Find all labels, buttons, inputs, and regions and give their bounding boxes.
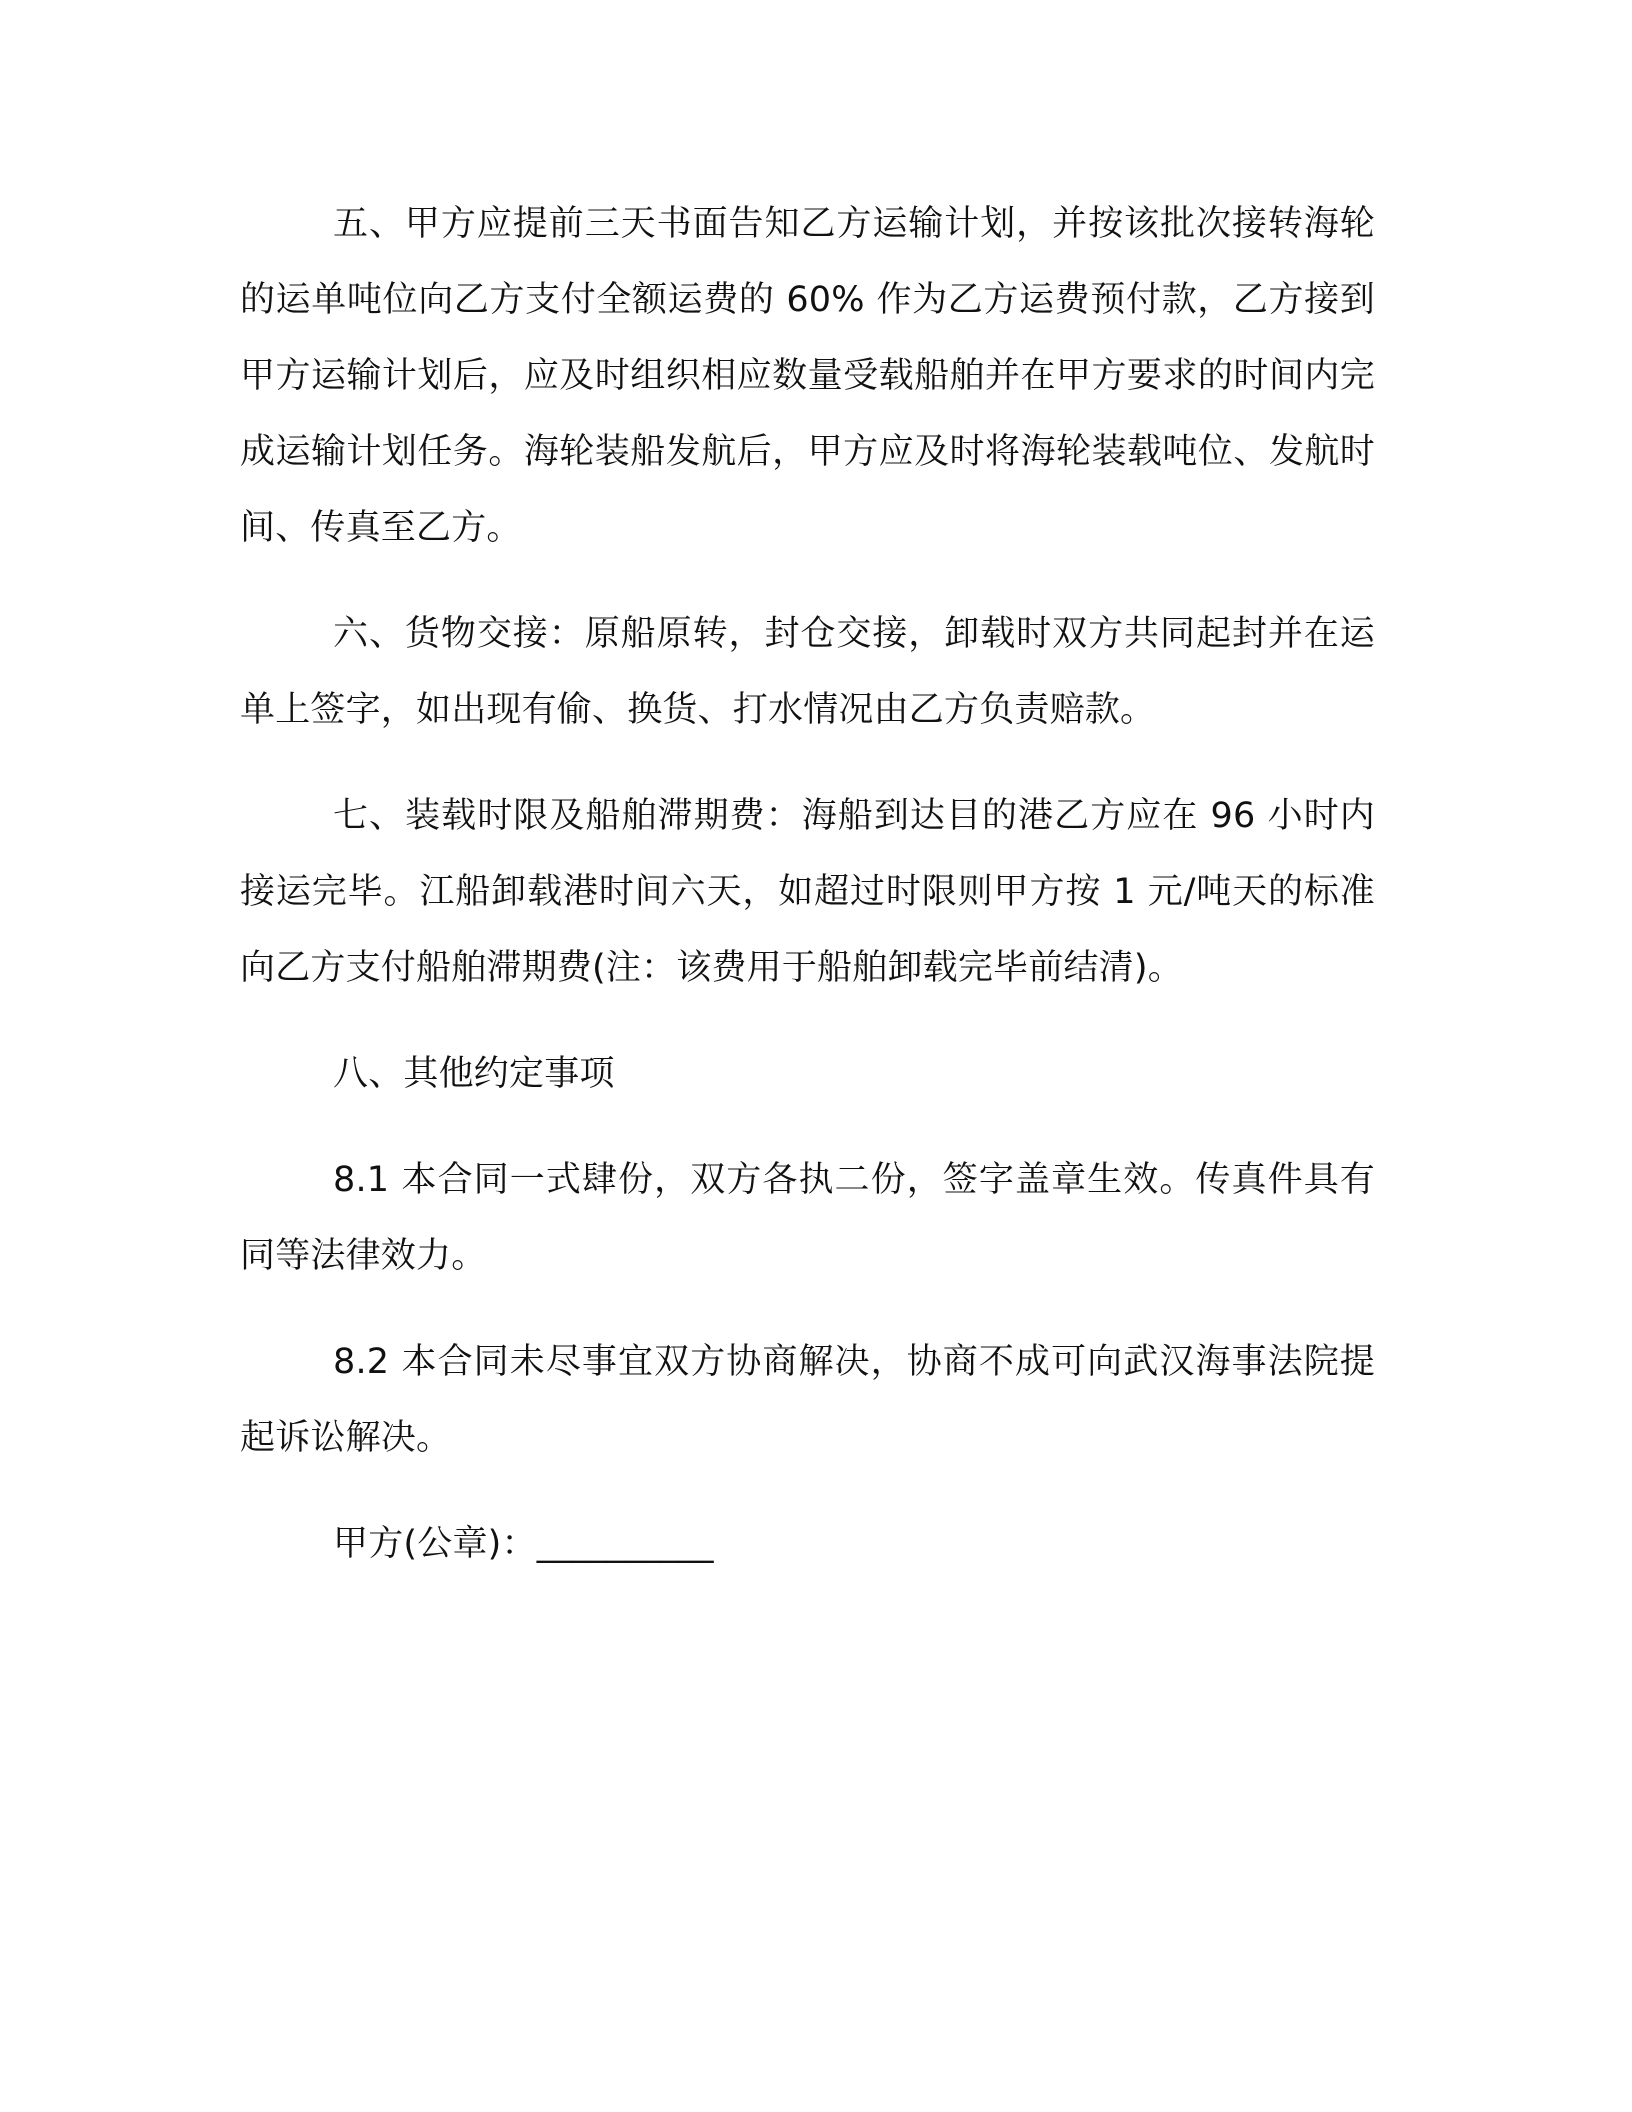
paragraph-gap (240, 566, 1375, 596)
paragraph-gap (240, 1476, 1375, 1506)
clause-seven: 七、装载时限及船舶滞期费：海船到达目的港乙方应在 96 小时内接运完毕。江船卸载港时间六天，如超过时限则甲方按 1 元/吨天的标准向乙方支付船舶滞期费(注：该费用于船舶卸载完毕前结清)。 (240, 796, 1375, 988)
document-body (240, 186, 1375, 1582)
clause-8-2: 8.2 本合同未尽事宜双方协商解决，协商不成可向武汉海事法院提起诉讼解决。 (240, 1342, 1375, 1458)
paragraph-gap (240, 748, 1375, 778)
paragraph-gap (240, 1294, 1375, 1324)
clause-six: 六、货物交接：原船原转，封仓交接，卸载时双方共同起封并在运单上签字，如出现有偷、换货、打水情况由乙方负责赔款。 (240, 614, 1375, 730)
clause-five: 五、甲方应提前三天书面告知乙方运输计划，并按该批次接转海轮的运单吨位向乙方支付全额运费的 60% 作为乙方运费预付款，乙方接到甲方运输计划后，应及时组织相应数量受载船舶并在甲方要求的时间内完成运输计划任务。海轮装船发航后，甲方应及时将海轮装载吨位、发航时间、传真至乙方。 (240, 204, 1375, 548)
paragraph-gap (240, 1006, 1375, 1036)
clause-8-1: 8.1 本合同一式肆份，双方各执二份，签字盖章生效。传真件具有同等法律效力。 (240, 1160, 1375, 1276)
party-a-seal-line: 甲方(公章)：__________ (333, 1524, 714, 1564)
clause-eight-heading: 八、其他约定事项 (333, 1054, 615, 1094)
paragraph-gap (240, 1112, 1375, 1142)
